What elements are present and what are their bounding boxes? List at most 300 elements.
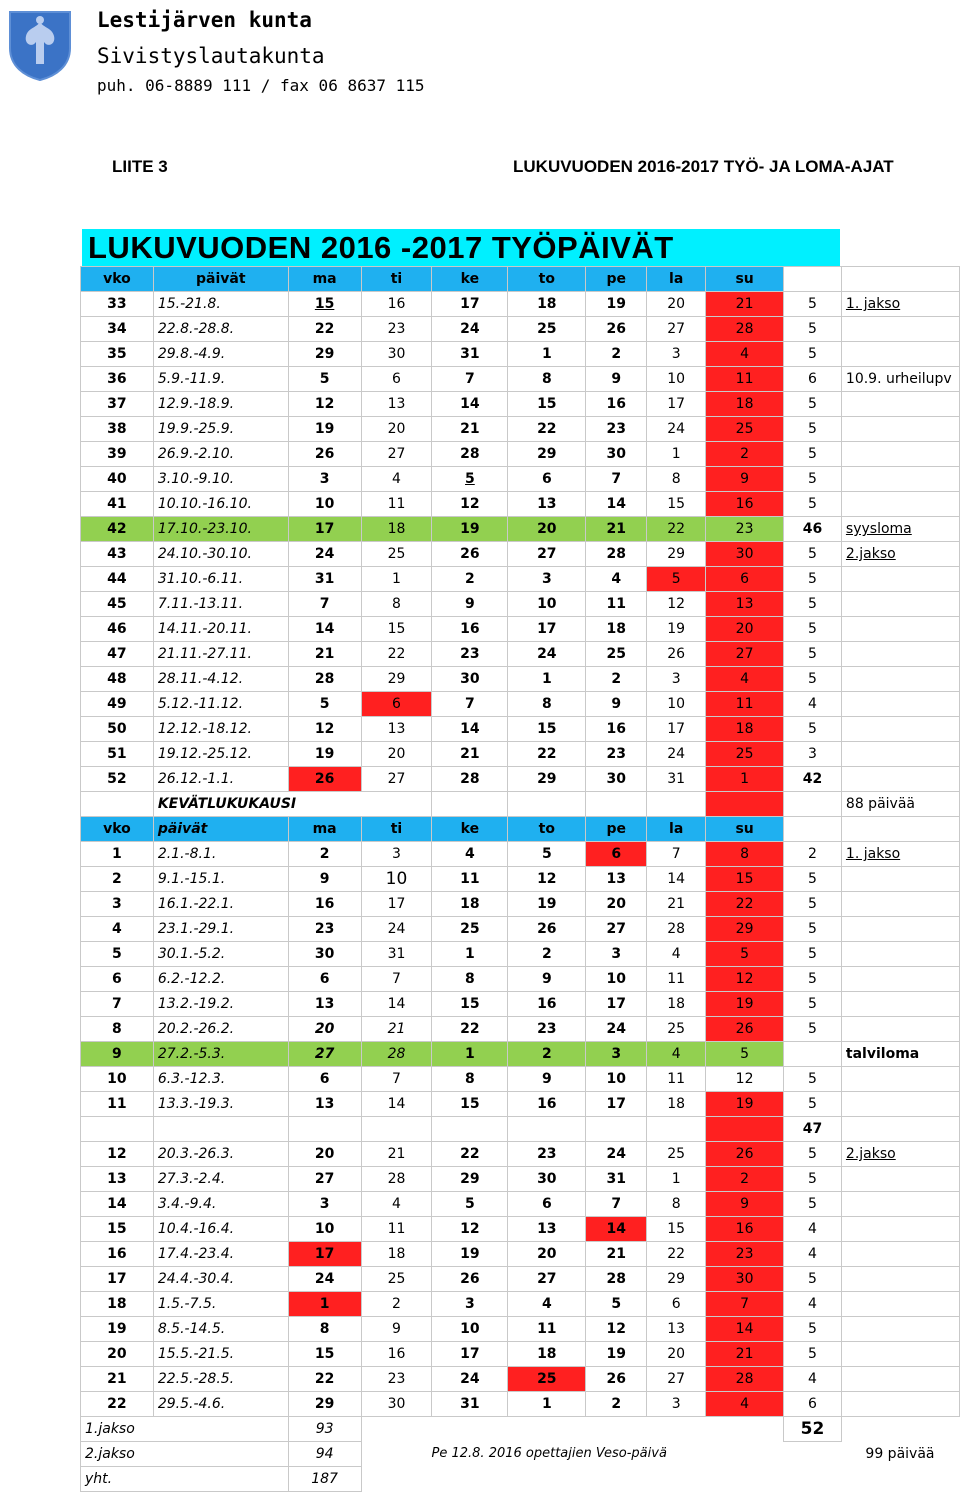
day-cell: 26 (586, 1367, 647, 1392)
day-cell: 20 (508, 517, 586, 542)
row-note (841, 942, 959, 967)
day-cell: 11 (361, 492, 432, 517)
day-cell: 27 (647, 317, 706, 342)
workday-count: 5 (784, 992, 842, 1017)
day-cell: 21 (706, 1342, 784, 1367)
date-range: 5.9.-11.9. (153, 367, 288, 392)
day-cell: 22 (647, 1242, 706, 1267)
date-range: 19.12.-25.12. (153, 742, 288, 767)
table-row (81, 1042, 960, 1067)
day-cell: 15 (508, 717, 586, 742)
week-number: 48 (81, 667, 154, 692)
day-cell: 26 (706, 1017, 784, 1042)
day-cell: 6 (586, 842, 647, 867)
table-row (81, 342, 960, 367)
table-row (81, 867, 960, 892)
day-cell: 28 (706, 1367, 784, 1392)
date-range: 9.1.-15.1. (153, 867, 288, 892)
day-cell: 5 (288, 692, 361, 717)
summary-row (81, 1442, 960, 1467)
day-cell: 18 (706, 392, 784, 417)
day-cell: 27 (288, 1167, 361, 1192)
day-cell: 7 (647, 842, 706, 867)
day-cell: 2 (706, 442, 784, 467)
day-cell: 28 (586, 542, 647, 567)
day-cell: 18 (361, 1242, 432, 1267)
day-cell: 3 (508, 567, 586, 592)
day-cell: 28 (432, 767, 508, 792)
day-cell: 19 (508, 892, 586, 917)
day-cell: 1 (361, 567, 432, 592)
week-number: 18 (81, 1292, 154, 1317)
table-row (81, 1392, 960, 1417)
day-cell: 4 (586, 567, 647, 592)
day-cell: 19 (432, 1242, 508, 1267)
column-header-0: vko (81, 267, 154, 292)
day-cell: 29 (288, 1392, 361, 1417)
day-cell: 22 (288, 1367, 361, 1392)
day-cell: 27 (361, 442, 432, 467)
column-header-6: pe (586, 267, 647, 292)
spring-label-row (81, 792, 960, 817)
row-note (841, 1367, 959, 1392)
day-cell: 18 (361, 517, 432, 542)
day-cell: 18 (508, 1342, 586, 1367)
day-cell: 12 (706, 967, 784, 992)
date-range: 26.9.-2.10. (153, 442, 288, 467)
week-number: 17 (81, 1267, 154, 1292)
day-cell: 28 (706, 317, 784, 342)
day-cell: 16 (586, 392, 647, 417)
day-cell: 29 (647, 1267, 706, 1292)
week-number: 49 (81, 692, 154, 717)
table-row (81, 742, 960, 767)
workday-count: 5 (784, 467, 842, 492)
day-cell: 20 (647, 292, 706, 317)
day-cell: 2 (706, 1167, 784, 1192)
day-cell: 23 (706, 517, 784, 542)
row-note (841, 767, 959, 792)
day-cell: 3 (647, 1392, 706, 1417)
day-cell: 27 (508, 1267, 586, 1292)
day-cell: 12 (432, 1217, 508, 1242)
row-note: 1. jakso (841, 292, 959, 317)
day-cell: 13 (508, 1217, 586, 1242)
day-cell: 22 (432, 1142, 508, 1167)
day-cell: 27 (288, 1042, 361, 1067)
table-row (81, 417, 960, 442)
day-cell: 9 (361, 1317, 432, 1342)
table-row (81, 567, 960, 592)
workday-count: 5 (784, 942, 842, 967)
day-cell: 8 (432, 967, 508, 992)
column-header-note (841, 267, 959, 292)
day-cell: 29 (508, 442, 586, 467)
row-note (841, 592, 959, 617)
day-cell: 10 (288, 1217, 361, 1242)
day-cell (647, 1117, 706, 1142)
week-number: 42 (81, 517, 154, 542)
column-header-count (784, 267, 842, 292)
row-note (841, 992, 959, 1017)
day-cell: 6 (508, 1192, 586, 1217)
day-cell: 18 (647, 992, 706, 1017)
week-number: 39 (81, 442, 154, 467)
day-cell: 7 (432, 367, 508, 392)
workday-count: 5 (784, 492, 842, 517)
day-cell (586, 1117, 647, 1142)
week-number: 3 (81, 892, 154, 917)
total-value: 187 (288, 1467, 361, 1492)
day-cell: 15 (288, 292, 361, 317)
week-number: 36 (81, 367, 154, 392)
jakso2-label: 2.jakso (81, 1442, 289, 1467)
date-range: 12.9.-18.9. (153, 392, 288, 417)
day-cell: 15 (706, 867, 784, 892)
day-cell: 17 (432, 292, 508, 317)
day-cell: 6 (361, 692, 432, 717)
row-note: 10.9. urheilupv (841, 367, 959, 392)
day-cell: 26 (508, 917, 586, 942)
row-note (841, 917, 959, 942)
workday-count: 5 (784, 667, 842, 692)
empty-cell (586, 792, 647, 817)
day-cell: 2 (586, 1392, 647, 1417)
day-cell: 13 (508, 492, 586, 517)
day-cell: 16 (361, 292, 432, 317)
day-cell: 17 (361, 892, 432, 917)
day-cell: 29 (288, 342, 361, 367)
date-range: 23.1.-29.1. (153, 917, 288, 942)
week-number: 37 (81, 392, 154, 417)
workday-count: 2 (784, 842, 842, 867)
jakso1-label: 1.jakso (81, 1417, 289, 1442)
column-header-3: ti (361, 817, 432, 842)
day-cell: 18 (432, 892, 508, 917)
row-note (841, 642, 959, 667)
row-note (841, 667, 959, 692)
day-cell: 4 (647, 942, 706, 967)
day-cell: 24 (361, 917, 432, 942)
table-row (81, 592, 960, 617)
workday-count: 4 (784, 1217, 842, 1242)
day-cell: 13 (288, 992, 361, 1017)
table-row (81, 1067, 960, 1092)
table-row (81, 842, 960, 867)
day-cell: 18 (586, 617, 647, 642)
workday-count: 5 (784, 1267, 842, 1292)
day-cell: 6 (647, 1292, 706, 1317)
column-header-4: ke (432, 817, 508, 842)
date-range: 5.12.-11.12. (153, 692, 288, 717)
day-cell: 4 (647, 1042, 706, 1067)
week-number: 20 (81, 1342, 154, 1367)
column-header-3: ti (361, 267, 432, 292)
day-cell: 9 (586, 692, 647, 717)
day-cell: 31 (288, 567, 361, 592)
day-cell: 5 (432, 1192, 508, 1217)
day-cell: 23 (706, 1242, 784, 1267)
workday-count: 5 (784, 1067, 842, 1092)
day-cell: 7 (361, 967, 432, 992)
day-cell: 2 (288, 842, 361, 867)
week-number: 43 (81, 542, 154, 567)
workday-count: 4 (784, 1367, 842, 1392)
date-range: 24.10.-30.10. (153, 542, 288, 567)
workday-count: 5 (784, 592, 842, 617)
org-name: Lestijärven kunta (97, 8, 312, 32)
org-department: Sivistyslautakunta (97, 44, 325, 68)
column-header-5: to (508, 267, 586, 292)
day-cell: 20 (508, 1242, 586, 1267)
row-note (841, 717, 959, 742)
day-cell: 3 (586, 942, 647, 967)
workday-count: 4 (784, 692, 842, 717)
row-note (841, 867, 959, 892)
workday-count: 5 (784, 542, 842, 567)
day-cell: 24 (432, 317, 508, 342)
day-cell: 10 (508, 592, 586, 617)
day-cell: 23 (288, 917, 361, 942)
day-cell: 14 (586, 1217, 647, 1242)
day-cell: 3 (361, 842, 432, 867)
workday-count: 4 (784, 1242, 842, 1267)
table-row (81, 617, 960, 642)
day-cell: 18 (706, 717, 784, 742)
table-row (81, 942, 960, 967)
table-row (81, 1367, 960, 1392)
day-cell: 22 (508, 417, 586, 442)
day-cell: 15 (508, 392, 586, 417)
day-cell: 11 (508, 1317, 586, 1342)
day-cell: 30 (706, 1267, 784, 1292)
day-cell: 16 (586, 717, 647, 742)
week-number (81, 1117, 154, 1142)
day-cell: 24 (647, 742, 706, 767)
week-number: 34 (81, 317, 154, 342)
day-cell: 25 (361, 542, 432, 567)
table-row (81, 1117, 960, 1142)
day-cell: 19 (288, 742, 361, 767)
day-cell: 17 (432, 1342, 508, 1367)
table-row (81, 392, 960, 417)
row-note (841, 1342, 959, 1367)
workday-count: 5 (784, 1017, 842, 1042)
day-cell: 10 (432, 1317, 508, 1342)
day-cell: 2 (432, 567, 508, 592)
date-range: 19.9.-25.9. (153, 417, 288, 442)
date-range: 28.11.-4.12. (153, 667, 288, 692)
date-range: 12.12.-18.12. (153, 717, 288, 742)
column-header-6: pe (586, 817, 647, 842)
day-cell: 3 (288, 467, 361, 492)
day-cell: 14 (586, 492, 647, 517)
day-cell: 11 (647, 1067, 706, 1092)
date-range: 27.2.-5.3. (153, 1042, 288, 1067)
empty-cell (784, 792, 842, 817)
spring-term-label: KEVÄTLUKUKAUSI (153, 792, 432, 817)
week-number: 21 (81, 1367, 154, 1392)
day-cell: 20 (288, 1142, 361, 1167)
week-number: 12 (81, 1142, 154, 1167)
week-number: 40 (81, 467, 154, 492)
row-note (841, 442, 959, 467)
day-cell: 9 (706, 467, 784, 492)
workday-count: 5 (784, 617, 842, 642)
week-number: 4 (81, 917, 154, 942)
day-cell: 2 (586, 667, 647, 692)
day-cell: 3 (432, 1292, 508, 1317)
week-number: 10 (81, 1067, 154, 1092)
workday-count: 6 (784, 367, 842, 392)
day-cell: 20 (361, 742, 432, 767)
day-cell: 9 (432, 592, 508, 617)
day-cell: 3 (647, 667, 706, 692)
day-cell: 25 (706, 742, 784, 767)
week-number: 44 (81, 567, 154, 592)
day-cell: 29 (361, 667, 432, 692)
table-row (81, 767, 960, 792)
date-range (153, 1117, 288, 1142)
day-cell: 28 (361, 1167, 432, 1192)
date-range: 31.10.-6.11. (153, 567, 288, 592)
day-cell: 9 (706, 1192, 784, 1217)
day-cell: 28 (432, 442, 508, 467)
workday-count: 47 (784, 1117, 842, 1142)
summary-row (81, 1467, 960, 1492)
day-cell: 8 (706, 842, 784, 867)
day-cell: 1 (647, 442, 706, 467)
empty-cell (432, 792, 508, 817)
day-cell: 21 (288, 642, 361, 667)
workday-table (80, 266, 960, 1492)
row-note: 2.jakso (841, 542, 959, 567)
row-note (841, 492, 959, 517)
spring-header-row (81, 817, 960, 842)
week-number: 1 (81, 842, 154, 867)
column-header-7: la (647, 267, 706, 292)
workday-count: 5 (784, 442, 842, 467)
day-cell: 17 (586, 1092, 647, 1117)
day-cell: 13 (288, 1092, 361, 1117)
table-row (81, 1292, 960, 1317)
empty-cell (784, 1442, 842, 1467)
day-cell: 30 (706, 542, 784, 567)
row-note (841, 892, 959, 917)
day-cell: 19 (432, 517, 508, 542)
week-number: 14 (81, 1192, 154, 1217)
date-range: 30.1.-5.2. (153, 942, 288, 967)
date-range: 17.4.-23.4. (153, 1242, 288, 1267)
day-cell: 1 (288, 1292, 361, 1317)
workday-count: 5 (784, 1342, 842, 1367)
day-cell: 5 (706, 1042, 784, 1067)
week-number: 5 (81, 942, 154, 967)
table-row (81, 442, 960, 467)
week-number: 47 (81, 642, 154, 667)
day-cell: 11 (432, 867, 508, 892)
day-cell: 10 (586, 1067, 647, 1092)
day-cell: 12 (706, 1067, 784, 1092)
column-header-count (784, 817, 842, 842)
workday-count: 42 (784, 767, 842, 792)
day-cell: 22 (361, 642, 432, 667)
column-header-1: päivät (153, 267, 288, 292)
table-row (81, 692, 960, 717)
day-cell: 10 (647, 692, 706, 717)
table-row (81, 1317, 960, 1342)
day-cell: 17 (647, 717, 706, 742)
day-cell: 17 (508, 617, 586, 642)
date-range: 21.11.-27.11. (153, 642, 288, 667)
workday-count: 5 (784, 917, 842, 942)
day-cell: 10 (288, 492, 361, 517)
empty-cell (706, 792, 784, 817)
table-row (81, 1142, 960, 1167)
day-cell (706, 1117, 784, 1142)
row-note (841, 1392, 959, 1417)
day-cell: 17 (647, 392, 706, 417)
day-cell: 2 (508, 1042, 586, 1067)
date-range: 15.5.-21.5. (153, 1342, 288, 1367)
day-cell: 14 (361, 1092, 432, 1117)
day-cell: 7 (706, 1292, 784, 1317)
day-cell: 11 (706, 367, 784, 392)
day-cell: 27 (586, 917, 647, 942)
day-cell: 25 (508, 317, 586, 342)
day-cell (288, 1117, 361, 1142)
day-cell: 6 (288, 1067, 361, 1092)
day-cell: 7 (586, 1192, 647, 1217)
day-cell: 14 (432, 717, 508, 742)
row-note (841, 1267, 959, 1292)
day-cell: 17 (288, 517, 361, 542)
row-note (841, 1067, 959, 1092)
column-header-2: ma (288, 817, 361, 842)
week-number: 38 (81, 417, 154, 442)
column-header-1: päivät (153, 817, 288, 842)
day-cell: 16 (432, 617, 508, 642)
day-cell: 12 (432, 492, 508, 517)
day-cell: 3 (647, 342, 706, 367)
day-cell: 12 (647, 592, 706, 617)
workday-count: 4 (784, 1292, 842, 1317)
date-range: 13.2.-19.2. (153, 992, 288, 1017)
day-cell: 26 (432, 542, 508, 567)
table-row (81, 1242, 960, 1267)
week-number: 22 (81, 1392, 154, 1417)
day-cell: 26 (288, 767, 361, 792)
day-cell: 9 (288, 867, 361, 892)
day-cell: 8 (508, 692, 586, 717)
empty-cell (841, 1417, 959, 1442)
week-number: 46 (81, 617, 154, 642)
date-range: 22.8.-28.8. (153, 317, 288, 342)
column-header-note (841, 817, 959, 842)
row-note (841, 1292, 959, 1317)
day-cell: 25 (647, 1017, 706, 1042)
day-cell: 3 (586, 1042, 647, 1067)
day-cell: 28 (647, 917, 706, 942)
day-cell: 30 (586, 767, 647, 792)
day-cell: 12 (586, 1317, 647, 1342)
workday-count: 5 (784, 317, 842, 342)
day-cell: 14 (432, 392, 508, 417)
table-row (81, 1167, 960, 1192)
row-note (841, 617, 959, 642)
day-cell: 3 (288, 1192, 361, 1217)
day-cell: 29 (706, 917, 784, 942)
